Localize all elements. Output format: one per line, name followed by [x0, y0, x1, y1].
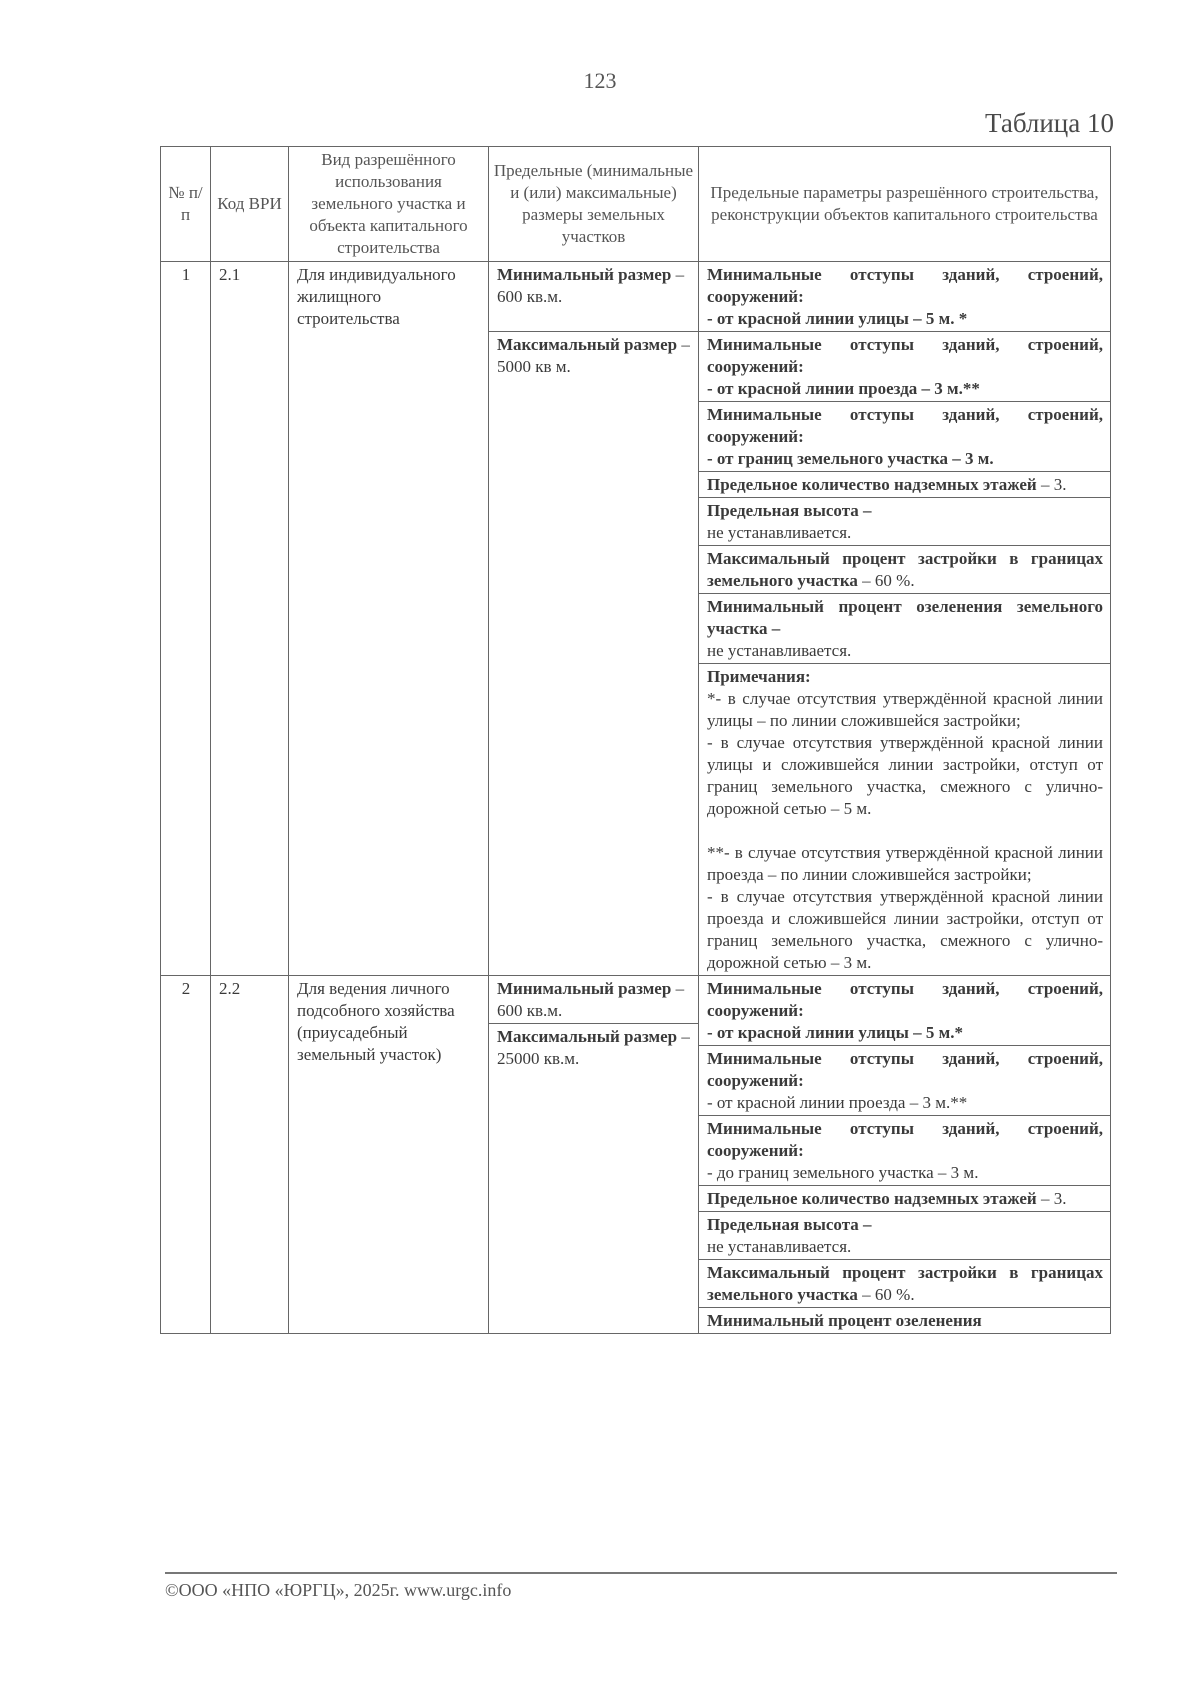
param-bold: Минимальный процент озеленения земельного участка –: [707, 597, 1103, 638]
size-cell: [489, 976, 699, 1334]
param-bold: Максимальный процент застройки в границах земельного участка: [707, 1263, 1103, 1304]
header-code: Код ВРИ: [211, 147, 289, 262]
param-value: – 3.: [1036, 1189, 1067, 1208]
param-bold: Минимальные отступы зданий, строений, сооружений:: [707, 265, 1103, 306]
table-caption: Таблица 10: [985, 108, 1114, 138]
param-bold: Предельная высота –: [707, 1215, 872, 1234]
param-bold: Минимальные отступы зданий, строений, сооружений:: [707, 979, 1103, 1020]
min-size-cell: [489, 262, 699, 332]
param-cell: [699, 262, 1111, 332]
param-cell: [699, 1186, 1111, 1212]
param-bold: Минимальные отступы зданий, строений, сооружений:: [707, 1049, 1103, 1090]
param-bold: Минимальные отступы зданий, строений, сооружений:: [707, 405, 1103, 446]
param-cell: [699, 1212, 1111, 1260]
header-num: № п/п: [161, 147, 211, 262]
param-value: не устанавливается.: [707, 523, 852, 542]
table-row: [161, 262, 1111, 332]
param-bold-detail: - от красной линии улицы – 5 м. *: [707, 309, 968, 328]
notes-title: Примечания:: [707, 667, 811, 686]
max-size-value: – 5000 кв м.: [497, 335, 690, 376]
min-size-value: – 600 кв.м.: [497, 265, 685, 306]
header-params: Предельные параметры разрешённого строительства, реконструкции объектов капитального строительства: [699, 147, 1111, 262]
row-vri: Для индивидуального жилищного строительства: [289, 262, 489, 976]
param-bold-detail: - от красной линии проезда – 3 м.**: [707, 379, 980, 398]
row-vri: Для ведения личного подсобного хозяйства (приусадебный земельный участок): [289, 976, 489, 1334]
param-cell: [699, 976, 1111, 1046]
row-code: 2.2: [211, 976, 289, 1334]
param-bold-detail: - от красной линии улицы – 5 м.*: [707, 1023, 963, 1042]
param-cell: [699, 498, 1111, 546]
min-size-block: [489, 976, 698, 1024]
param-bold-detail: - от границ земельного участка – 3 м.: [707, 449, 994, 468]
row-code: 2.1: [211, 262, 289, 976]
footer-copyright: ©ООО «НПО «ЮРГЦ», 2025г. www.urgc.info: [165, 1580, 512, 1600]
note-item: **- в случае отсутствия утверждённой красной линии проезда – по линии сложившейся застройки;: [707, 843, 1103, 884]
max-size-value: – 25000 кв.м.: [497, 1027, 690, 1068]
note-item: - в случае отсутствия утверждённой красной линии проезда и сложившейся линии застройки, отступ от границ земельного участка, смежного с улично-дорожной сетью – 3 м.: [707, 887, 1103, 972]
note-item: - в случае отсутствия утверждённой красной линии улицы и сложившейся линии застройки, отступ от границ земельного участка, смежного с улично-дорожной сетью – 5 м.: [707, 733, 1103, 818]
param-value: не устанавливается.: [707, 641, 852, 660]
table-header-row: [161, 147, 1111, 262]
min-size-label: Минимальный размер: [497, 979, 672, 998]
row-number: 2: [161, 976, 211, 1334]
param-cell: [699, 594, 1111, 664]
param-cell: [699, 402, 1111, 472]
param-cell: [699, 1046, 1111, 1116]
max-size-cell: [489, 332, 699, 976]
min-size-value: – 600 кв.м.: [497, 979, 685, 1020]
param-bold: Минимальный процент озеленения: [707, 1311, 982, 1330]
header-size: Предельные (минимальные и (или) максимальные) размеры земельных участков: [489, 147, 699, 262]
param-cell: [699, 332, 1111, 402]
notes-cell: [699, 664, 1111, 976]
param-bold: Минимальные отступы зданий, строений, сооружений:: [707, 1119, 1103, 1160]
table-row: [161, 976, 1111, 1046]
max-size-label: Максимальный размер: [497, 1027, 678, 1046]
param-bold: Предельная высота –: [707, 501, 872, 520]
footer-divider: [165, 1572, 1117, 1574]
header-vri: Вид разрешённого использования земельного участка и объекта капитального строительства: [289, 147, 489, 262]
param-bold: Максимальный процент застройки в границах земельного участка: [707, 549, 1103, 590]
param-value: – 3.: [1036, 475, 1067, 494]
param-value: – 60 %.: [857, 1285, 915, 1304]
param-bold: Предельное количество надземных этажей: [707, 1189, 1037, 1208]
param-cell: [699, 472, 1111, 498]
note-item: *- в случае отсутствия утверждённой красной линии улицы – по линии сложившейся застройки;: [707, 689, 1103, 730]
page-number: 123: [583, 68, 617, 93]
min-size-label: Минимальный размер: [497, 265, 672, 284]
param-cell: [699, 1260, 1111, 1308]
param-cell: [699, 546, 1111, 594]
param-value: - до границ земельного участка – 3 м.: [707, 1163, 979, 1182]
max-size-label: Максимальный размер: [497, 335, 678, 354]
param-value: - от красной линии проезда – 3 м.**: [707, 1093, 968, 1112]
max-size-block: [489, 1024, 698, 1071]
param-bold: Минимальные отступы зданий, строений, сооружений:: [707, 335, 1103, 376]
param-value: не устанавливается.: [707, 1237, 852, 1256]
parameters-table: [160, 146, 1111, 1334]
param-cell: [699, 1116, 1111, 1186]
param-bold: Предельное количество надземных этажей: [707, 475, 1037, 494]
param-value: – 60 %.: [857, 571, 915, 590]
param-cell: [699, 1308, 1111, 1334]
row-number: 1: [161, 262, 211, 976]
